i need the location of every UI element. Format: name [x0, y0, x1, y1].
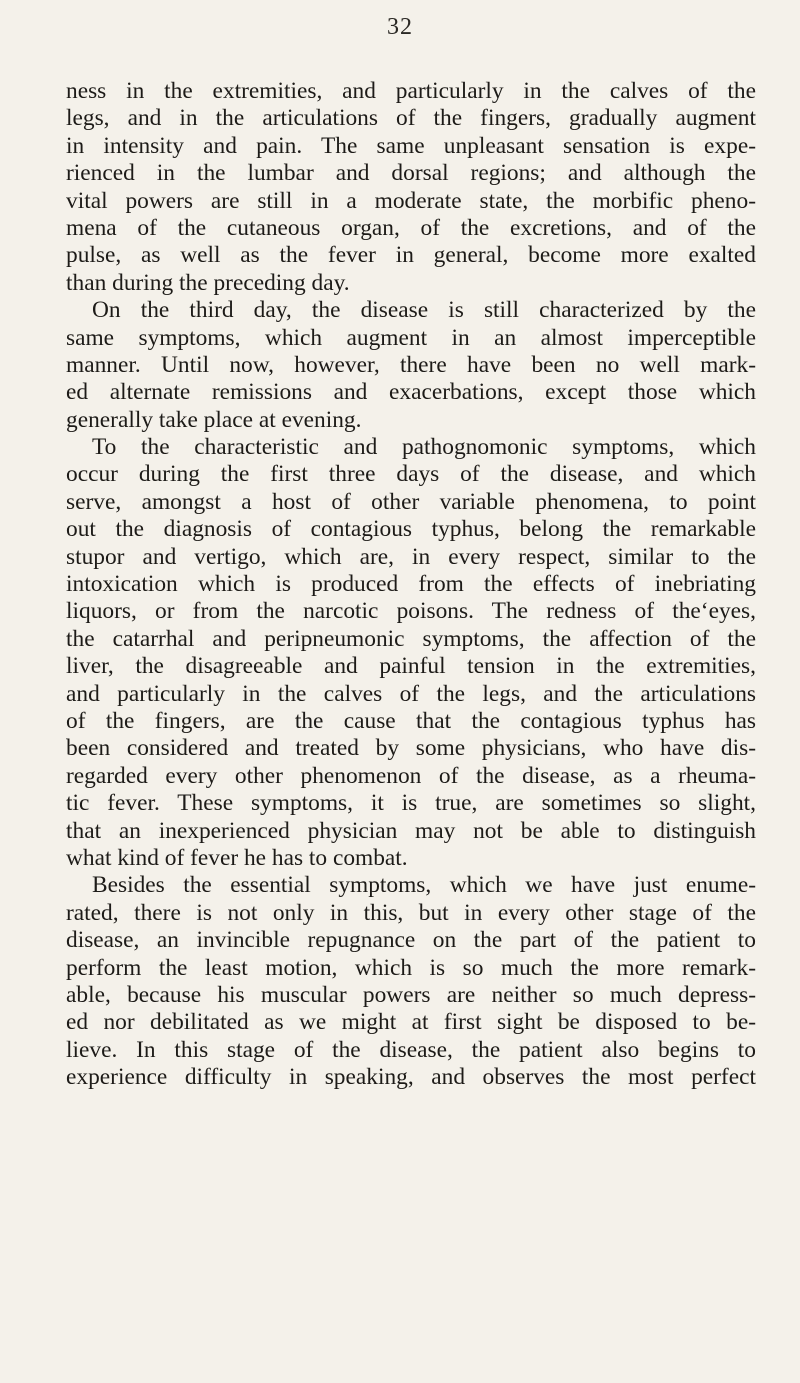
text-line: To the characteristic and pathognomonic symptoms, which [92, 434, 756, 461]
text-line: manner. Until now, however, there have been no well mark- [66, 351, 756, 378]
text-line: the catarrhal and peripneumonic symptoms, the affection of the [66, 625, 756, 652]
text-line: On the third day, the disease is still characterized by the [92, 297, 756, 324]
text-line: vital powers are still in a moderate state, the morbific pheno- [66, 187, 756, 214]
text-line: intoxication which is produced from the effects of inebriating [66, 571, 756, 598]
text-line: disease, an invincible repugnance on the part of the patient to [66, 927, 756, 954]
text-line: and particularly in the calves of the legs, and the articulations [66, 680, 756, 707]
text-line: occur during the first three days of the disease, and which [66, 461, 756, 488]
text-line: mena of the cutaneous organ, of the excretions, and of the [66, 214, 756, 241]
text-line: regarded every other phenomenon of the disease, as a rheuma- [66, 762, 756, 789]
text-line: legs, and in the articulations of the fingers, gradually augment [66, 105, 756, 132]
text-line: perform the least motion, which is so much the more remark- [66, 954, 756, 981]
page-number: 32 [387, 14, 413, 40]
text-line: of the fingers, are the cause that the contagious typhus has [66, 707, 756, 734]
text-line: stupor and vertigo, which are, in every respect, similar to the [66, 543, 756, 570]
text-line: same symptoms, which augment in an almost imperceptible [66, 324, 756, 351]
text-line: ed alternate remissions and exacerbations, except those which [66, 379, 756, 406]
text-line: ed nor debilitated as we might at first sight be disposed to be- [66, 1009, 756, 1036]
text-line: Besides the essential symptoms, which we have just enume- [92, 872, 756, 899]
text-line: liquors, or from the narcotic poisons. The redness of the‘eyes, [66, 598, 756, 625]
text-line: tic fever. These symptoms, it is true, are sometimes so slight, [66, 790, 756, 817]
text-line: lieve. In this stage of the disease, the patient also begins to [66, 1036, 756, 1063]
text-line: pulse, as well as the fever in general, become more exalted [66, 242, 756, 269]
text-line: liver, the disagreeable and painful tension in the extremities, [66, 653, 756, 680]
text-line: rated, there is not only in this, but in every other stage of the [66, 899, 756, 926]
text-line: able, because his muscular powers are neither so much depress- [66, 981, 756, 1008]
body-text [66, 78, 756, 1091]
text-line: generally take place at evening. [66, 406, 362, 433]
text-line: been considered and treated by some physicians, who have dis- [66, 735, 756, 762]
text-line: ness in the extremities, and particularly in the calves of the [66, 78, 756, 104]
text-line: experience difficulty in speaking, and observes the most perfect [66, 1064, 756, 1091]
text-line: serve, amongst a host of other variable phenomena, to point [66, 488, 756, 515]
text-line: rienced in the lumbar and dorsal regions; and although the [66, 160, 756, 187]
text-line: out the diagnosis of contagious typhus, belong the remarkable [66, 516, 756, 543]
text-line: that an inexperienced physician may not be able to distinguish [66, 817, 756, 844]
text-line: than during the preceding day. [66, 269, 350, 296]
text-line: what kind of fever he has to combat. [66, 844, 408, 871]
text-line: in intensity and pain. The same unpleasant sensation is expe- [66, 132, 756, 159]
